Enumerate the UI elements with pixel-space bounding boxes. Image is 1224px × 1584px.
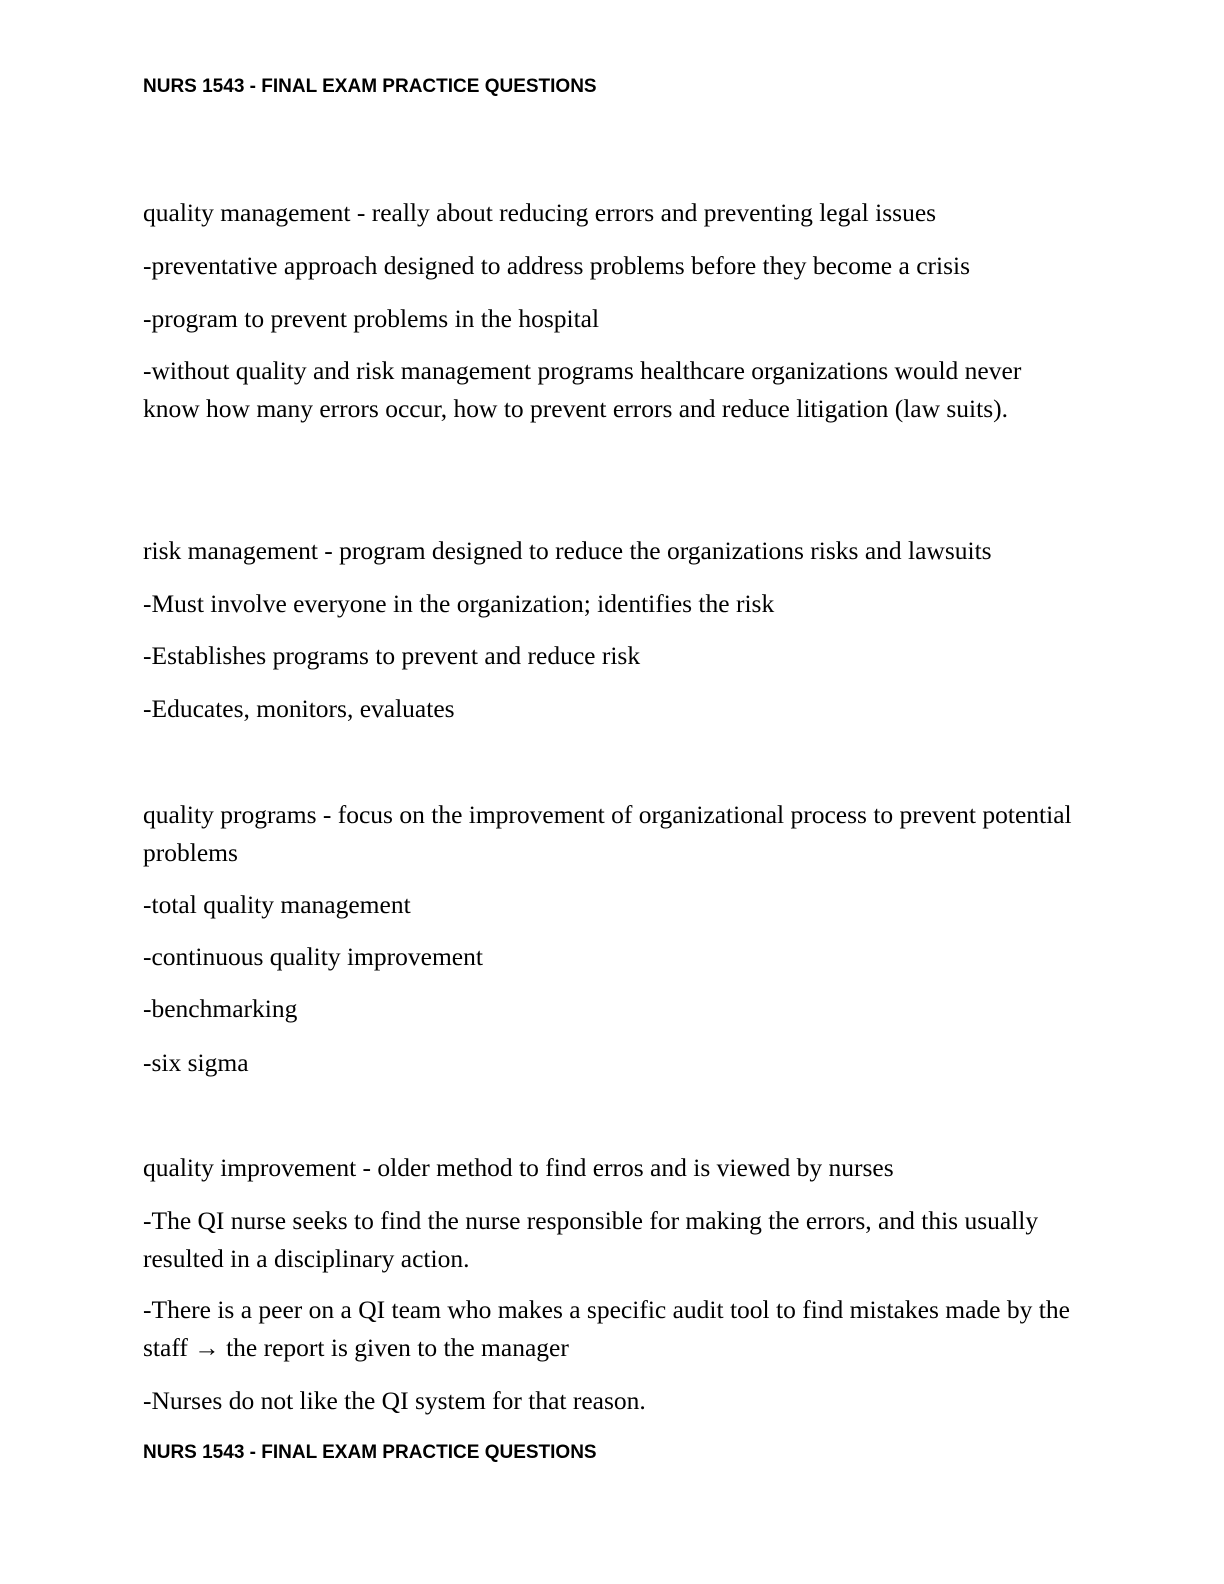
paragraph: -without quality and risk management programs healthcare organizations would never know how many errors occur, how to prevent errors and reduce litigation (law suits). [143,356,1022,423]
paragraph: -Establishes programs to prevent and reduce risk [143,641,641,670]
paragraph: -continuous quality improvement [143,942,483,971]
paragraph: -Educates, monitors, evaluates [143,694,455,723]
paragraph-quality-programs: quality programs - focus on the improvement of organizational process to prevent potential problems [143,800,1072,867]
paragraph: -Must involve everyone in the organization; identifies the risk [143,589,775,618]
paragraph: -Nurses do not like the QI system for that reason. [143,1386,646,1415]
paragraph: -benchmarking [143,994,298,1023]
paragraph: -The QI nurse seeks to find the nurse responsible for making the errors, and this usually resulted in a disciplinary action. [143,1206,1039,1273]
paragraph-quality-management: quality management - really about reducing errors and preventing legal issues [143,198,937,227]
paragraph: -preventative approach designed to address problems before they become a crisis [143,251,971,280]
page-header-next: NURS 1543 - FINAL EXAM PRACTICE QUESTIONS [143,1442,597,1463]
paragraph-quality-improvement: quality improvement - older method to find erros and is viewed by nurses [143,1153,894,1182]
paragraph: -program to prevent problems in the hospital [143,304,600,333]
paragraph-risk-management: risk management - program designed to reduce the organizations risks and lawsuits [143,536,992,565]
page-header: NURS 1543 - FINAL EXAM PRACTICE QUESTIONS [143,76,597,97]
paragraph: -There is a peer on a QI team who makes a specific audit tool to find mistakes made by the staff → the report is given to the manager [143,1295,1070,1362]
paragraph: -six sigma [143,1048,249,1077]
paragraph: -total quality management [143,890,411,919]
